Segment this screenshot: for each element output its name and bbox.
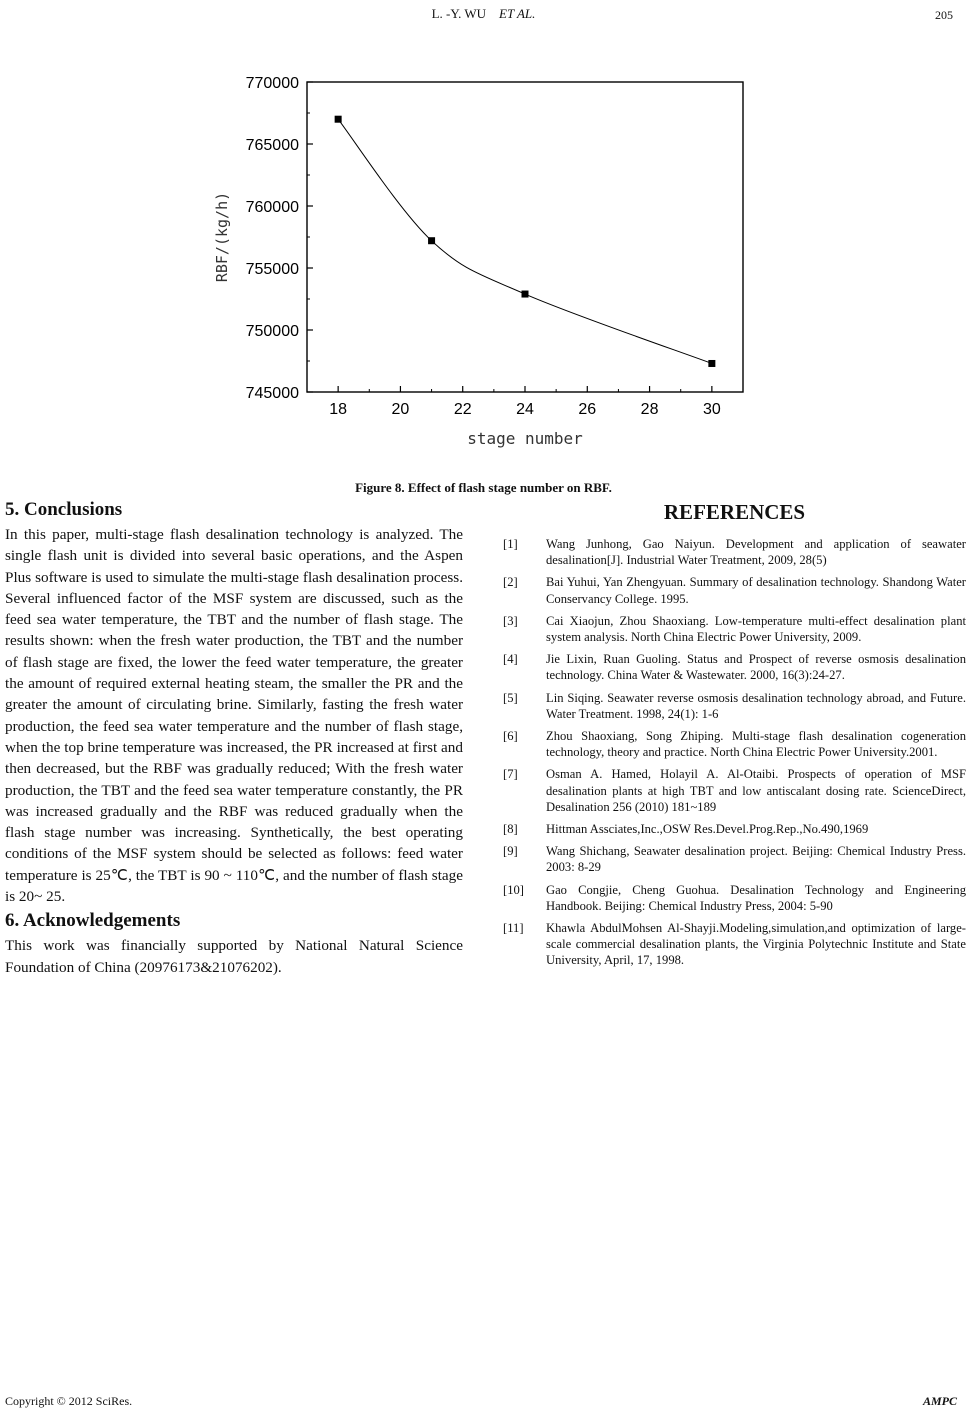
- x-tick-label: 18: [329, 401, 348, 418]
- x-tick-label: 24: [516, 401, 534, 418]
- rbf-line-chart: [190, 60, 770, 460]
- page-footer: [0, 1394, 967, 1412]
- reference-item: [503, 821, 966, 837]
- reference-number: [4]: [503, 652, 518, 667]
- data-point: [522, 291, 529, 298]
- x-tick-label: 26: [578, 401, 597, 418]
- acknowledgements-text: This work was financially supported by National Natural Science Foundation of China (20976173&21076202).: [5, 937, 463, 976]
- reference-item: [503, 690, 966, 722]
- reference-number: [8]: [503, 822, 518, 837]
- right-column: [503, 496, 966, 975]
- reference-number: [2]: [503, 575, 518, 590]
- running-title-author: L. -Y. WU: [431, 6, 487, 21]
- copyright: Copyright © 2012 SciRes.: [5, 1394, 133, 1408]
- reference-number: [3]: [503, 613, 518, 628]
- reference-number: [6]: [503, 729, 518, 744]
- running-title-etal: ET AL.: [499, 6, 536, 21]
- conclusions-text: In this paper, multi-stage flash desalination technology is analyzed. The single flash unit is divided into several basic operations, and the Aspen Plus software is used to simulate the multi-stage flash desalination process. Several influenced factor of the MSF system are discussed, such as the feed sea water temperature, the TBT and the number of flash stage. The results shown: when the fresh water production, the TBT and the number of flash stage are fixed, the lower the feed water temperature, the greater the amount of required external heating steam, the smaller the PR and the greater the amount of circulating brine. Similarly, fasting the fresh water production, the feed sea water temperature and the number of flash stage, when the top brine temperature was increased, the PR increased at first and then decreased, but the RBF was gradually reduced; With the fresh water production, the TBT and the feed sea water temperature constantly, the PR was increased gradually and the RBF was reduced gradually when the flash stage number was increasing. Synthetically, the best operating conditions of the MSF system should be selected as follows: feed water temperature is 25℃, the TBT is 90 ~ 110℃, and the number of flash stage is 20~ 25.: [5, 526, 463, 906]
- y-tick-label: 770000: [245, 75, 299, 92]
- reference-text: Hittman Assciates,Inc.,OSW Res.Devel.Prog.Rep.,No.490,1969: [546, 822, 869, 837]
- reference-item: [503, 613, 966, 645]
- reference-item: [503, 920, 966, 969]
- figure-8: [190, 60, 770, 460]
- reference-text: Cai Xiaojun, Zhou Shaoxiang. Low-temperature multi-effect desalination plant system analysis. North China Electric Power University, 2009.: [546, 613, 966, 645]
- reference-item: [503, 843, 966, 875]
- reference-list: [503, 536, 966, 969]
- conclusions-heading: 5. Conclusions: [5, 499, 123, 520]
- data-point: [335, 116, 342, 123]
- reference-number: [5]: [503, 690, 518, 705]
- reference-text: Bai Yuhui, Yan Zhengyuan. Summary of desalination technology. Shandong Water Conservancy College. 1995.: [546, 575, 966, 606]
- reference-item: [503, 536, 966, 568]
- acknowledgements-heading: 6. Acknowledgements: [5, 910, 181, 932]
- reference-number: [1]: [503, 537, 518, 551]
- reference-text: Gao Congjie, Cheng Guohua. Desalination Technology and Engineering Handbook. Beijing: Chemical Industry Press, 2004: 5-90: [546, 882, 966, 913]
- plot-frame: [307, 82, 743, 392]
- reference-text: Osman A. Hamed, Holayil A. Al-Otaibi. Prospects of operation of MSF desalination plants at high TBT and low antiscalant dosing rate. ScienceDirect, Desalination 256 (2010) 181~189: [546, 767, 966, 814]
- reference-number: [7]: [503, 767, 518, 782]
- reference-item: [503, 651, 966, 683]
- y-tick-label: 750000: [245, 323, 299, 340]
- page-header: [0, 6, 967, 28]
- reference-number: [11]: [503, 921, 524, 936]
- journal-name: AMPC: [922, 1394, 957, 1408]
- y-axis-label: RBF/(kg/h): [213, 191, 231, 283]
- x-tick-label: 20: [391, 401, 410, 418]
- reference-item: [503, 574, 966, 606]
- y-tick-label: 745000: [245, 385, 299, 402]
- reference-number: [9]: [503, 844, 518, 859]
- reference-text: Khawla AbdulMohsen Al-Shayji.Modeling,simulation,and optimization of large-scale commercial desalination plants, the Virginia Polytechnic Institute and State University, April, 17, 1998.: [546, 921, 966, 968]
- left-column: [5, 496, 463, 978]
- y-tick-label: 765000: [245, 137, 299, 154]
- data-point: [708, 360, 715, 367]
- reference-text: Wang Shichang, Seawater desalination project. Beijing: Chemical Industry Press. 2003: 8-29: [546, 844, 966, 875]
- data-point: [428, 237, 435, 244]
- x-tick-label: 22: [453, 401, 472, 418]
- x-tick-label: 28: [640, 401, 659, 418]
- page-number: 205: [935, 8, 953, 22]
- y-tick-label: 755000: [245, 261, 299, 278]
- y-tick-label: 760000: [245, 199, 299, 216]
- reference-text: Lin Siqing. Seawater reverse osmosis desalination technology abroad, and Future. Water Treatment. 1998, 24(1): 1-6: [546, 690, 966, 721]
- reference-text: Zhou Shaoxiang, Song Zhiping. Multi-stage flash desalination cogeneration technology, theory and practice. North China Electric Power University.2001.: [546, 729, 966, 760]
- figure-caption: Figure 8. Effect of flash stage number on RBF.: [355, 480, 612, 495]
- x-tick-label: 30: [702, 401, 721, 418]
- reference-item: [503, 728, 966, 760]
- reference-text: Jie Lixin, Ruan Guoling. Status and Prospect of reverse osmosis desalination technology. China Water & Wastewater. 2000, 16(3):24-27.: [546, 652, 966, 683]
- x-axis-label: stage number: [467, 429, 583, 448]
- reference-text: Wang Junhong, Gao Naiyun. Development and application of seawater desalination[J]. Industrial Water Treatment, 2009, 28(5): [546, 537, 966, 568]
- series-line: [338, 119, 712, 363]
- reference-number: [10]: [503, 882, 524, 897]
- references-heading: REFERENCES: [663, 500, 806, 524]
- reference-item: [503, 882, 966, 914]
- reference-item: [503, 766, 966, 815]
- running-title: [0, 6, 967, 22]
